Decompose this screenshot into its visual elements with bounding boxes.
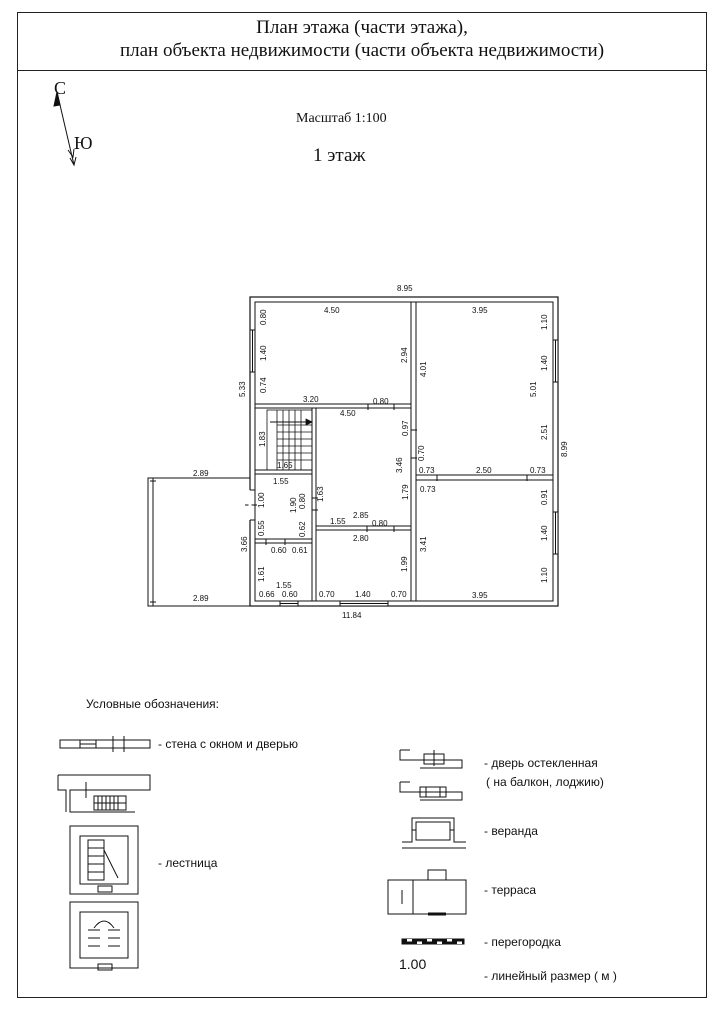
stair-symbol-2 [70,826,138,894]
dim-label: 1.10 [540,314,549,330]
dim-label: 3.95 [472,591,488,600]
glazed-door-symbol-1 [400,750,462,768]
dim-label: 2.85 [353,511,369,520]
compass-north-label: С [54,78,67,98]
compass-south-label: Ю [74,133,93,153]
dim-label: 1.79 [401,484,410,500]
dim-label: 0.80 [373,397,389,406]
legend-symbols [58,736,466,970]
legend-title: Условные обозначения: [86,697,219,711]
dim-label: 1.99 [400,556,409,572]
dim-label: 3.20 [303,395,319,404]
terrace-symbol [388,870,466,914]
dim-label: 1.90 [289,497,298,513]
scale-label: Масштаб 1:100 [296,111,387,126]
dim-label: 0.97 [401,420,410,436]
dim-label: 8.99 [560,441,569,457]
legend-stair: - лестница [158,856,218,870]
dim-label: 0.60 [271,546,287,555]
dim-label: 0.55 [257,520,266,536]
compass-arrow-icon [54,92,76,165]
dim-label: 2.80 [353,534,369,543]
dim-label: 1.40 [540,525,549,541]
dim-label: 1.00 [257,492,266,508]
dim-label: 0.80 [298,493,307,509]
dim-label: 1.61 [257,566,266,582]
doors [150,404,527,602]
dim-label: 3.46 [395,457,404,473]
dim-label: 4.50 [324,306,340,315]
dim-label: 0.66 [259,590,275,599]
dim-label: 4.50 [340,409,356,418]
dim-label: 0.80 [372,519,388,528]
legend-glazed-door: - дверь остекленная [484,756,598,770]
dim-label: 1.40 [540,355,549,371]
floor-label: 1 этаж [313,145,366,166]
building-walls [148,297,558,606]
glazed-door-symbol-2 [400,782,462,800]
dim-label: 1.83 [258,431,267,447]
stair-symbol-3 [70,902,138,970]
dim-label: 2.89 [193,594,209,603]
dim-label: 0.74 [259,377,268,393]
dim-label: 0.61 [292,546,308,555]
dim-label: 0.73 [530,466,546,475]
dim-label: 1.40 [355,590,371,599]
dim-label: 0.80 [259,309,268,325]
dim-label: 8.95 [397,284,413,293]
dim-label: 1.55 [330,517,346,526]
dim-label: 5.33 [238,381,247,397]
dim-label: 3.95 [472,306,488,315]
title-line-1: План этажа (части этажа), [256,17,468,38]
stair-symbol-1 [58,775,150,812]
dim-label: 2.51 [540,424,549,440]
dim-label: 0.73 [419,466,435,475]
legend-linear-value: 1.00 [399,956,427,972]
dim-label: 1.63 [316,486,325,502]
wall-window-door-symbol [60,736,150,752]
legend-veranda: - веранда [484,824,538,838]
dim-label: 2.94 [400,347,409,363]
dim-label: 2.50 [476,466,492,475]
dim-label: 5.01 [529,381,538,397]
dim-label: 0.73 [420,485,436,494]
dim-label: 1.55 [276,581,292,590]
legend-partition: - перегородка [484,935,561,949]
dim-label: 11.84 [342,611,362,620]
dim-label: 0.62 [298,521,307,537]
dim-label: 1.10 [540,567,549,583]
veranda-symbol [402,818,466,848]
dim-label: 0.70 [319,590,335,599]
dim-label: 3.41 [419,536,428,552]
dim-label: 0.70 [391,590,407,599]
dim-label: 1.40 [259,345,268,361]
dim-label: 0.91 [540,489,549,505]
legend-wall-window-door: - стена с окном и дверью [158,737,299,751]
legend-glazed-door-note: ( на балкон, лоджию) [486,775,604,789]
dim-label: 2.89 [193,469,209,478]
dim-label: 0.70 [417,445,426,461]
dim-label: 3.66 [240,536,249,552]
legend-linear: - линейный размер ( м ) [484,969,617,983]
dim-label: 1.55 [273,477,289,486]
partition-symbol [402,939,464,944]
dim-label: 1.65 [277,461,293,470]
dim-label: 0.60 [282,590,298,599]
dim-label: 4.01 [419,361,428,377]
legend-terrace: - терраса [484,883,537,897]
title-line-2: план объекта недвижимости (части объекта недвижимости) [119,40,605,61]
